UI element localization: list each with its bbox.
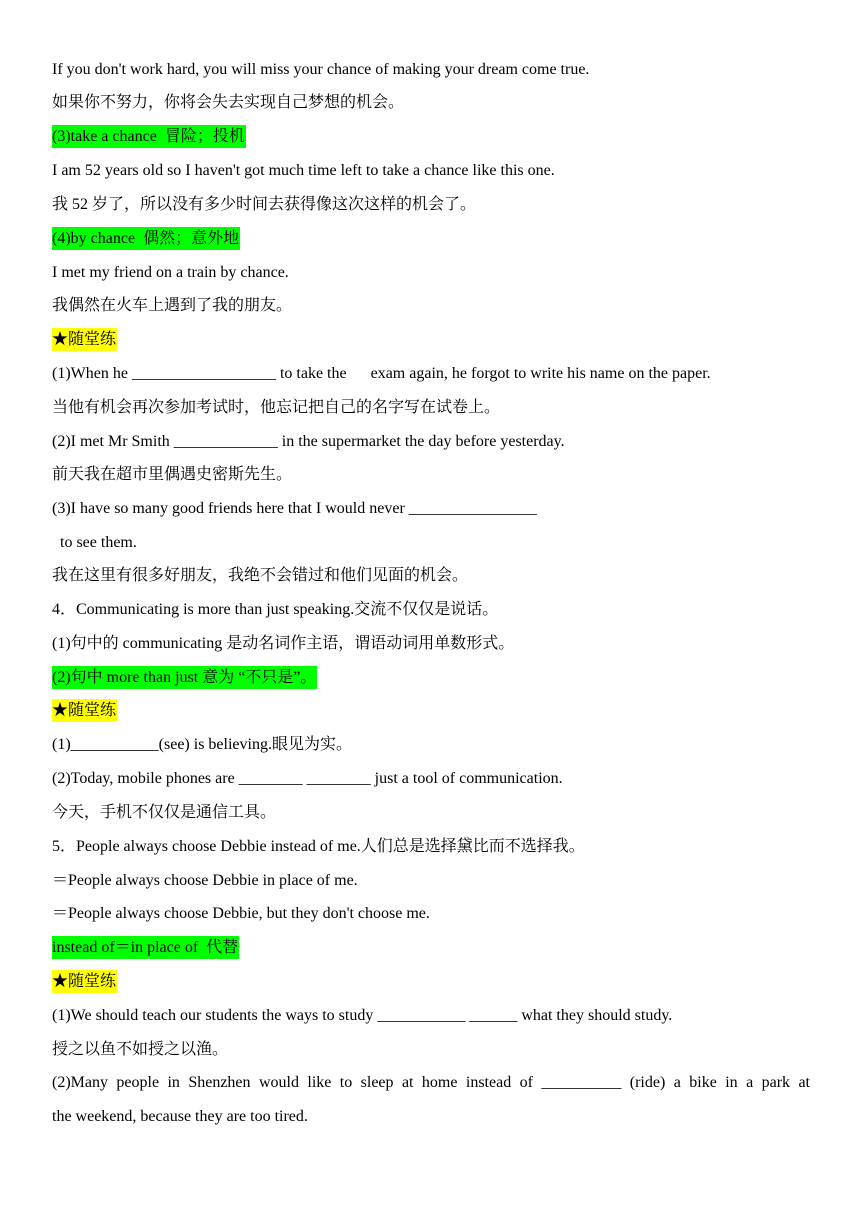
section-heading: 4．Communicating is more than just speaking.交流不仅仅是说话。 [52, 601, 499, 618]
exercise-item: (1)___________(see) is believing.眼见为实。 [52, 736, 352, 753]
practice-heading: ★随堂练 [52, 329, 117, 351]
translation: 前天我在超市里偶遇史密斯先生。 [52, 466, 293, 483]
exercise-item-continued: to see them. [52, 534, 137, 551]
phrase-heading: (3)take a chance 冒险；投机 [52, 126, 246, 148]
example-sentence: If you don't work hard, you will miss your chance of making your dream come true. [52, 61, 590, 78]
phrase-heading: instead of＝in place of 代替 [52, 937, 239, 959]
exercise-item: (2)Today, mobile phones are ________ ________ just a tool of communication. [52, 770, 563, 787]
example-sentence: I met my friend on a train by chance. [52, 264, 289, 281]
practice-heading: ★随堂练 [52, 971, 117, 993]
phrase-heading: (4)by chance 偶然；意外地 [52, 228, 240, 250]
exercise-item: (3)I have so many good friends here that I would never ________________ [52, 500, 537, 517]
exercise-item: (1)We should teach our students the ways to study ___________ ______ what they should study. [52, 1007, 673, 1024]
practice-heading: ★随堂练 [52, 700, 117, 722]
equivalent-sentence: ＝People always choose Debbie in place of me. [52, 872, 358, 889]
exercise-item: (2)Many people in Shenzhen would like to sleep at home instead of __________ (ride) a bike in a park at [52, 1074, 810, 1091]
section-heading: 5．People always choose Debbie instead of me.人们总是选择黛比而不选择我。 [52, 838, 585, 855]
translation: 我在这里有很多好朋友，我绝不会错过和他们见面的机会。 [52, 567, 469, 584]
translation: 当他有机会再次参加考试时，他忘记把自己的名字写在试卷上。 [52, 399, 501, 416]
example-sentence: I am 52 years old so I haven't got much time left to take a chance like this one. [52, 162, 555, 179]
grammar-note: (1)句中的 communicating 是动名词作主语，谓语动词用单数形式。 [52, 635, 515, 652]
translation: 授之以鱼不如授之以渔。 [52, 1041, 229, 1058]
exercise-item-continued: the weekend, because they are too tired. [52, 1108, 308, 1125]
equivalent-sentence: ＝People always choose Debbie, but they don't choose me. [52, 905, 430, 922]
exercise-item: (1)When he __________________ to take the exam again, he forgot to write his name on the paper. [52, 365, 711, 382]
translation: 今天，手机不仅仅是通信工具。 [52, 804, 277, 821]
translation: 我 52 岁了，所以没有多少时间去获得像这次这样的机会了。 [52, 196, 477, 213]
exercise-item: (2)I met Mr Smith _____________ in the supermarket the day before yesterday. [52, 433, 565, 450]
translation: 如果你不努力，你将会失去实现自己梦想的机会。 [52, 94, 405, 111]
grammar-note: (2)句中 more than just 意为 “不只是”。 [52, 667, 317, 689]
translation: 我偶然在火车上遇到了我的朋友。 [52, 297, 293, 314]
